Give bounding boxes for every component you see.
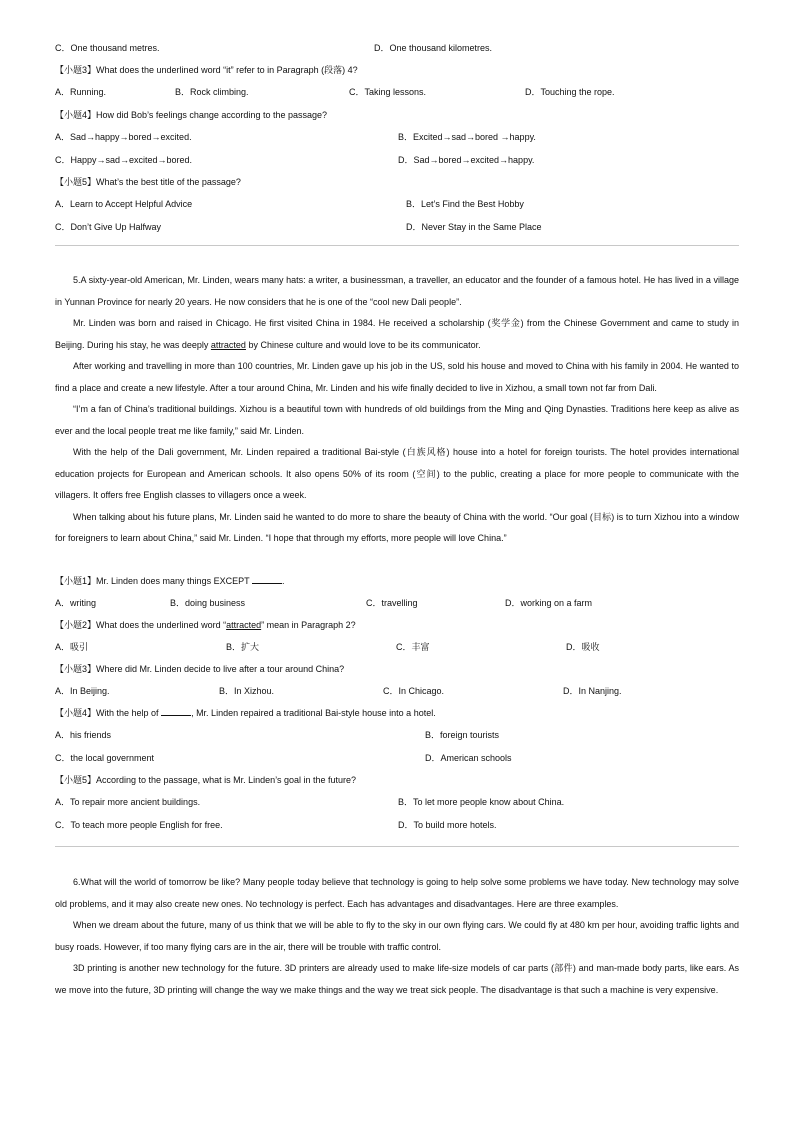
underlined-word: attracted [226,620,262,630]
s5-q4-option-a: A．his friends [55,730,112,740]
answer-blank [252,575,282,584]
s5-q4-option-c: C．the local government [55,753,155,763]
s4-q2-option-c: C．One thousand metres. [55,43,160,53]
s4-q3-option-d: D．Touching the rope. [525,87,615,97]
s4-q4-stem: 【小题4】How did Bob’s feelings change according to the passage? [55,110,327,120]
s5-q2-option-a: A．吸引 [55,642,89,652]
s5-q2-option-c: C．丰富 [396,642,430,652]
s5-q3-option-d: D．In Nanjing. [563,686,622,696]
s4-q3-option-a: A．Running. [55,87,107,97]
s5-q3-option-b: B．In Xizhou. [219,686,275,696]
s5-q3-stem: 【小题3】Where did Mr. Linden decide to live after a tour around China? [55,664,345,674]
s5-paragraph-4: “I’m a fan of China’s traditional buildings. Xizhou is a beautiful town with hundreds of old buildings from the Ming and Qing Dynasties. Traditions here keep as alive as ever and the local people treat me like family,” said Mr. Linden. [55,404,739,436]
s5-q5-option-a: A．To repair more ancient buildings. [55,797,201,807]
section-divider [55,846,739,847]
s6-passage [55,872,739,1001]
s5-q4-stem: 【小题4】With the help of , Mr. Linden repaired a traditional Bai-style house into a hotel. [55,708,436,718]
s5-q3-option-c: C．In Chicago. [383,686,445,696]
s4-q3-option-c: C．Taking lessons. [349,87,427,97]
s4-q4-option-a: A．Sad→happy→bored→excited. [55,132,192,142]
s4-q4-option-c: C．Happy→sad→excited→bored. [55,155,193,165]
s5-passage [55,270,739,550]
s4-q3-option-b: B．Rock climbing. [175,87,249,97]
s5-q1-option-d: D．working on a farm [505,598,593,608]
s4-q4-option-b: B．Excited→sad→bored →happy. [398,132,536,142]
s5-paragraph-2: Mr. Linden was born and raised in Chicago. He first visited China in 1984. He received a scholarship (奖学金) from the Chinese Government and came to study in Beijing. During his stay, he was deeply attracted by Chinese culture and would love to be its communicator. [55,318,739,350]
s5-q2-option-b: B．扩大 [226,642,260,652]
s5-paragraph-6: When talking about his future plans, Mr. Linden said he wanted to do more to share the beauty of China with the world. “Our goal (目标) is to turn Xizhou into a window for foreigners to learn about China,” said Mr. Linden. “I hope that through my efforts, more people will love China.” [55,511,739,543]
s5-q4-option-d: D．American schools [425,753,512,763]
s5-q4-option-b: B．foreign tourists [425,730,500,740]
s5-paragraph-3: After working and travelling in more than 100 countries, Mr. Linden gave up his job in the US, sold his house and moved to China with his family in 2004. He wanted to find a place and create a new lifestyle. After a tour around China, Mr. Linden and his wife finally decided to live in Xizhou, a small town not far from Dali. [55,361,739,393]
s4-q2-option-d: D．One thousand kilometres. [374,43,493,53]
s5-q2-stem: 【小题2】What does the underlined word “attracted” mean in Paragraph 2? [55,620,356,630]
s5-q1-option-a: A．writing [55,598,97,608]
s5-q5-option-d: D．To build more hotels. [398,820,497,830]
s5-paragraph-5: With the help of the Dali government, Mr. Linden repaired a traditional Bai-style (白族风格) house into a hotel for foreign tourists. The hotel provides international education projects for European and American schools. It also opens 50% of its room (空间) to the public, creating a place for more people to communicate with the villagers. It offers free English classes to villagers once a week. [55,447,739,500]
s5-q1-option-c: C．travelling [366,598,418,608]
s5-q1-option-b: B．doing business [170,598,246,608]
s6-paragraph-3: 3D printing is another new technology for the future. 3D printers are already used to make life-size models of car parts (部件) and man-made body parts, like ears. As we move into the future, 3D printing will change the way we make things and the way we treat sick people. The disadvantage is that such a machine is very expensive. [55,963,739,995]
s4-q3-stem: 【小题3】What does the underlined word “it” refer to in Paragraph (段落) 4? [55,65,358,75]
s4-q5-stem: 【小题5】What’s the best title of the passage? [55,177,241,187]
section-divider [55,245,739,246]
answer-blank [161,707,191,716]
s4-q5-option-c: C．Don’t Give Up Halfway [55,222,162,232]
s5-q5-option-b: B．To let more people know about China. [398,797,565,807]
s4-q5-option-d: D．Never Stay in the Same Place [406,222,542,232]
s4-q5-option-a: A．Learn to Accept Helpful Advice [55,199,193,209]
underlined-word: attracted [210,339,246,350]
s5-paragraph-1: 5.A sixty-year-old American, Mr. Linden, wears many hats: a writer, a businessman, a traveller, an educator and the founder of a famous hotel. He has lived in a village in Yunnan Province for nearly 20 years. He now considers that he is one of the “cool new Dali people”. [55,275,739,307]
s4-q4-option-d: D．Sad→bored→excited→happy. [398,155,535,165]
s4-q5-option-b: B．Let’s Find the Best Hobby [406,199,524,209]
s5-q1-stem: 【小题1】Mr. Linden does many things EXCEPT . [55,576,285,586]
s5-q5-stem: 【小题5】According to the passage, what is Mr. Linden’s goal in the future? [55,775,356,785]
s6-paragraph-2: When we dream about the future, many of us think that we will be able to fly to the sky in our own flying cars. We could fly at 480 km per hour, avoiding traffic lights and busy roads. However, if too many flying cars are in the air, there will be trouble with traffic control. [55,920,739,952]
s6-paragraph-1: 6.What will the world of tomorrow be like? Many people today believe that technology is going to help solve some problems we have today. New technology may solve old problems, and it may also create new ones. No technology is perfect. Each has advantages and disadvantages. Here are three examples. [55,877,739,909]
s5-q5-option-c: C．To teach more people English for free. [55,820,223,830]
s5-q2-option-d: D．吸收 [566,642,600,652]
s5-q3-option-a: A．In Beijing. [55,686,110,696]
